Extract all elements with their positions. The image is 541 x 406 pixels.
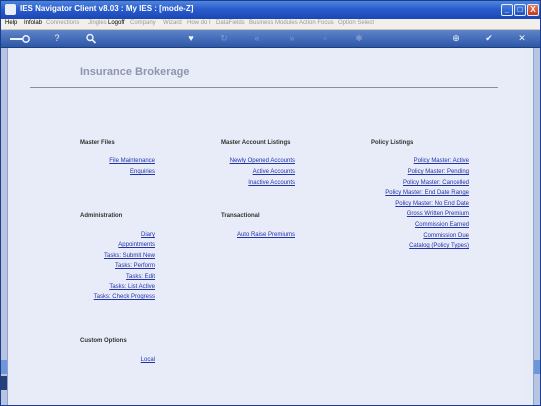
minimize-button[interactable]: _ [501,4,513,16]
link-policy-master-pending[interactable]: Policy Master: Pending [407,169,469,175]
menu-how-do-i[interactable]: How do I [187,20,211,26]
close-window-button[interactable]: X [527,4,539,16]
link-diary[interactable]: Diary [140,232,155,238]
menu-connections[interactable]: Connections [46,20,80,26]
side-tab-right[interactable] [534,360,540,374]
section-transactional: Transactional [221,213,260,219]
menu-action-focus[interactable]: Action Focus [299,20,334,26]
section-custom-options: Custom Options [80,338,127,344]
toolbar [1,30,540,48]
link-enquiries[interactable]: Enquiries [129,169,155,175]
settings-icon[interactable]: ✱ [355,33,363,43]
menu-bar [1,19,540,30]
app-icon [5,4,16,15]
menu-jingles[interactable]: Jingles [88,20,107,26]
page-title: Insurance Brokerage [80,66,190,78]
main-content [18,48,523,405]
section-administration: Administration [80,213,123,219]
title-bar [1,1,540,19]
link-gross-written-premium[interactable]: Gross Written Premium [406,211,469,217]
link-tasks-perform[interactable]: Tasks: Perform [114,263,155,269]
link-local[interactable]: Local [140,357,155,363]
section-master-account-listings: Master Account Listings [221,140,291,146]
fast-forward-icon[interactable]: » [289,33,295,43]
link-newly-opened-accounts[interactable]: Newly Opened Accounts [229,158,295,164]
maximize-button[interactable]: □ [514,4,526,16]
refresh-icon[interactable]: ↻ [220,33,228,43]
window-title: IES Navigator Client v8.03 : My IES : [mode-Z] [20,4,194,13]
menu-help[interactable]: Help [5,20,18,26]
right-side-panel [533,48,540,405]
heart-icon[interactable]: ♥ [188,33,194,43]
link-file-maintenance[interactable]: File Maintenance [109,158,155,164]
search-icon[interactable] [85,32,97,45]
left-side-panel [1,48,8,405]
close-icon[interactable]: ✕ [518,33,526,43]
link-policy-master-cancelled[interactable]: Policy Master: Cancelled [402,180,469,186]
add-icon[interactable]: ⊕ [452,33,460,43]
link-active-accounts[interactable]: Active Accounts [252,169,295,175]
link-tasks-submit-new[interactable]: Tasks: Submit New [103,253,155,259]
side-tab[interactable] [1,360,7,374]
menu-option-select[interactable]: Option Select [338,20,375,26]
link-tasks-list-active[interactable]: Tasks: List Active [109,284,155,290]
check-icon[interactable]: ✔ [485,33,493,43]
link-policy-master-active[interactable]: Policy Master: Active [413,158,469,164]
side-tab-dark[interactable] [1,376,7,390]
menu-infolab[interactable]: Infolab [24,20,43,26]
menu-datafields[interactable]: DataFields [216,20,245,26]
link-tasks-edit[interactable]: Tasks: Edit [125,274,155,280]
link-commission-earned[interactable]: Commission Earned [414,222,469,228]
section-policy-listings: Policy Listings [371,140,414,146]
print-icon[interactable]: ▫ [323,33,327,43]
link-policy-master-end-date-range[interactable]: Policy Master: End Date Range [385,190,469,196]
section-master-files: Master Files [80,140,115,146]
link-appointments[interactable]: Appointments [118,242,155,248]
divider [30,87,498,88]
menu-company[interactable]: Company [130,20,156,26]
link-inactive-accounts[interactable]: Inactive Accounts [248,180,295,186]
menu-business-modules[interactable]: Business Modules [249,20,298,26]
menu-logoff[interactable]: Logoff [108,20,125,26]
help-icon[interactable]: ? [54,33,60,43]
menu-wizard[interactable]: Wizard [163,20,182,26]
key-icon[interactable] [9,32,31,45]
link-tasks-check-progress[interactable]: Tasks: Check Progress [93,294,155,300]
link-commission-due[interactable]: Commission Due [423,233,469,239]
rewind-icon[interactable]: « [254,33,260,43]
link-policy-master-no-end-date[interactable]: Policy Master: No End Date [395,201,469,207]
link-catalog-policy-types[interactable]: Catalog (Policy Types) [409,243,469,249]
link-auto-raise-premiums[interactable]: Auto Raise Premiums [236,232,295,238]
